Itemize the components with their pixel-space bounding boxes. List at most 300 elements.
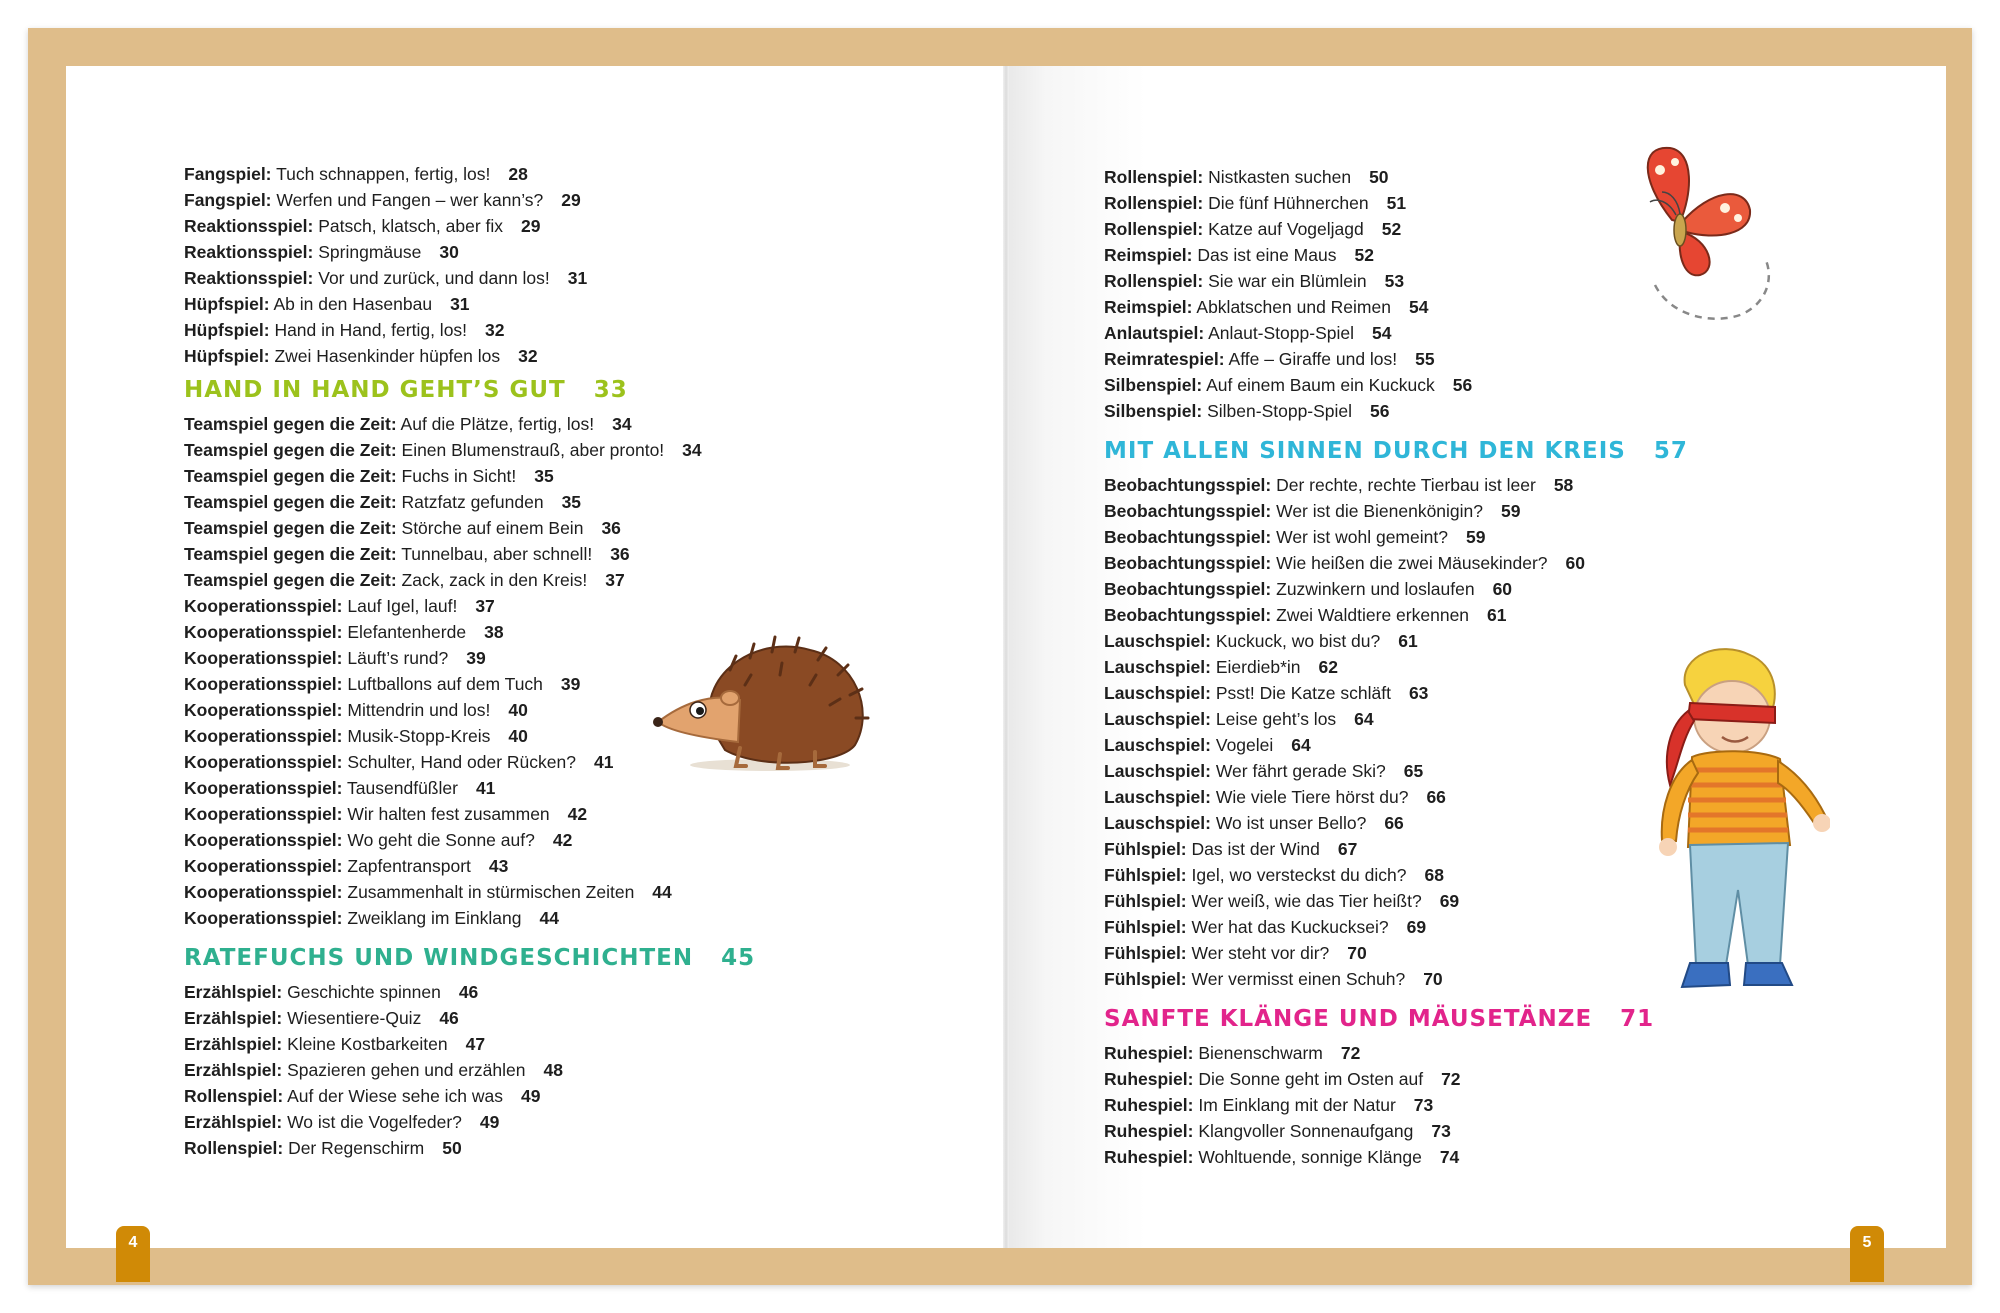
toc-entry — [1104, 1144, 1688, 1170]
toc-entry-title: Abklatschen und Reimen — [1196, 297, 1391, 317]
toc-entry-type: Kooperationsspiel: — [184, 908, 343, 928]
toc-entry-type: Ruhespiel: — [1104, 1121, 1194, 1141]
toc-entry-page: 42 — [567, 804, 588, 824]
toc-entry-title: Wer vermisst einen Schuh? — [1191, 969, 1406, 989]
toc-entry — [1104, 810, 1688, 836]
wing-dot — [1720, 203, 1730, 213]
toc-entry-type: Reimspiel: — [1104, 245, 1193, 265]
toc-entry-title: Eierdieb*in — [1215, 657, 1301, 677]
toc-entry-title: Auf einem Baum ein Kuckuck — [1206, 375, 1435, 395]
toc-entry-type: Reaktionsspiel: — [184, 242, 314, 262]
toc-entry-type: Rollenspiel: — [184, 1138, 284, 1158]
toc-entry-title: Musik-Stopp-Kreis — [347, 726, 491, 746]
toc-entry-title: Elefantenherde — [347, 622, 467, 642]
toc-entry-title: Ab in den Hasenbau — [273, 294, 433, 314]
toc-entry — [1104, 758, 1688, 784]
toc-entry-type: Kooperationsspiel: — [184, 752, 343, 772]
toc-entry-page: 50 — [1369, 167, 1389, 187]
toc-entry-type: Rollenspiel: — [184, 1086, 284, 1106]
toc-entry — [1104, 550, 1688, 576]
toc-list — [1104, 472, 1688, 992]
toc-entry-page: 61 — [1487, 605, 1507, 625]
toc-entry-page: 72 — [1340, 1043, 1361, 1063]
toc-entry-type: Fühlspiel: — [1104, 917, 1187, 937]
toc-entry-page: 29 — [521, 216, 541, 236]
toc-entry-title: Tuch schnappen, fertig, los! — [276, 164, 491, 184]
toc-entry-page: 67 — [1337, 839, 1358, 859]
toc-entry-page: 47 — [465, 1034, 486, 1054]
toc-entry-title: Kleine Kostbarkeiten — [287, 1034, 448, 1054]
toc-entry-type: Rollenspiel: — [1104, 219, 1204, 239]
toc-entry-page: 55 — [1415, 349, 1435, 369]
toc-entry-type: Teamspiel gegen die Zeit: — [184, 492, 397, 512]
toc-entry-title: Zusammenhalt in stürmischen Zeiten — [347, 882, 635, 902]
toc-entry-page: 39 — [466, 648, 486, 668]
toc-entry-type: Reimratespiel: — [1104, 349, 1225, 369]
toc-entry-title: Zweiklang im Einklang — [347, 908, 522, 928]
toc-entry-type: Fühlspiel: — [1104, 891, 1187, 911]
toc-entry-type: Fühlspiel: — [1104, 969, 1187, 989]
toc-entry-title: Zack, zack in den Kreis! — [401, 570, 588, 590]
toc-entry-page: 60 — [1565, 553, 1585, 573]
toc-entry-title: Fuchs in Sicht! — [401, 466, 517, 486]
toc-entry — [184, 1109, 755, 1135]
toc-entry-page: 52 — [1354, 245, 1374, 265]
toc-entry-page: 38 — [484, 622, 504, 642]
toc-entry-type: Anlautspiel: — [1104, 323, 1205, 343]
toc-entry-page: 40 — [508, 700, 528, 720]
child-trousers — [1690, 843, 1788, 965]
toc-entry — [184, 979, 755, 1005]
toc-entry-page: 32 — [518, 346, 538, 366]
toc-entry-title: Auf der Wiese sehe ich was — [287, 1086, 504, 1106]
toc-entry-title: Klangvoller Sonnenaufgang — [1198, 1121, 1414, 1141]
toc-entry-page: 34 — [612, 414, 632, 434]
child-hand-left — [1659, 838, 1677, 856]
toc-entry-page: 74 — [1439, 1147, 1460, 1167]
toc-entry — [1104, 524, 1688, 550]
toc-entry-page: 29 — [561, 190, 581, 210]
toc-entry — [184, 161, 755, 187]
toc-entry-type: Teamspiel gegen die Zeit: — [184, 544, 397, 564]
toc-entry — [184, 905, 755, 931]
toc-entry-type: Reaktionsspiel: — [184, 216, 314, 236]
toc-entry-type: Teamspiel gegen die Zeit: — [184, 466, 397, 486]
toc-entry-title: Psst! Die Katze schläft — [1215, 683, 1391, 703]
toc-entry-page: 35 — [561, 492, 582, 512]
toc-entry-title: Affe – Giraffe und los! — [1228, 349, 1398, 369]
toc-entry-page: 70 — [1347, 943, 1367, 963]
toc-entry — [184, 1031, 755, 1057]
section-heading — [1104, 998, 1688, 1040]
toc-entry-type: Reimspiel: — [1104, 297, 1193, 317]
toc-entry — [1104, 1118, 1688, 1144]
toc-entry-title: Zapfentransport — [347, 856, 471, 876]
toc-entry-type: Beobachtungsspiel: — [1104, 553, 1272, 573]
toc-entry-title: Patsch, klatsch, aber fix — [318, 216, 504, 236]
toc-entry-page: 66 — [1384, 813, 1404, 833]
toc-entry-type: Erzählspiel: — [184, 1112, 283, 1132]
butterfly-body — [1674, 214, 1686, 246]
section-heading-text: MIT ALLEN SINNEN DURCH DEN KREIS — [1104, 438, 1626, 464]
toc-entry — [184, 801, 755, 827]
toc-entry-title: Das ist der Wind — [1191, 839, 1320, 859]
toc-entry-type: Kooperationsspiel: — [184, 700, 343, 720]
wing-dot — [1671, 158, 1679, 166]
toc-entry-title: Luftballons auf dem Tuch — [347, 674, 543, 694]
toc-entry-type: Lauschspiel: — [1104, 761, 1211, 781]
toc-entry-type: Fangspiel: — [184, 190, 272, 210]
toc-entry-title: Wie viele Tiere hörst du? — [1215, 787, 1409, 807]
toc-entry-page: 73 — [1413, 1095, 1434, 1115]
toc-entry-title: Das ist eine Maus — [1197, 245, 1337, 265]
toc-entry-title: Schulter, Hand oder Rücken? — [347, 752, 576, 772]
toc-entry — [1104, 836, 1688, 862]
toc-entry — [1104, 706, 1688, 732]
toc-list — [184, 161, 755, 369]
toc-entry-page: 31 — [450, 294, 470, 314]
child-shoe-left — [1682, 963, 1730, 987]
toc-entry-page: 53 — [1384, 271, 1405, 291]
toc-entry-type: Teamspiel gegen die Zeit: — [184, 518, 397, 538]
page-number: 5 — [1862, 1234, 1872, 1251]
toc-entry-page: 39 — [560, 674, 581, 694]
toc-entry-page: 72 — [1441, 1069, 1461, 1089]
toc-entry-page: 35 — [534, 466, 554, 486]
toc-entry — [1104, 940, 1688, 966]
section-heading — [184, 369, 755, 411]
toc-entry-page: 50 — [442, 1138, 462, 1158]
toc-entry-type: Kooperationsspiel: — [184, 882, 343, 902]
toc-entry — [1104, 1092, 1688, 1118]
toc-entry-type: Lauschspiel: — [1104, 787, 1211, 807]
toc-entry-page: 73 — [1431, 1121, 1451, 1141]
toc-entry-title: Im Einklang mit der Natur — [1198, 1095, 1396, 1115]
toc-entry-page: 48 — [543, 1060, 563, 1080]
toc-entry-type: Hüpfspiel: — [184, 320, 270, 340]
butterfly-illustration — [1600, 140, 1790, 340]
toc-entry-type: Teamspiel gegen die Zeit: — [184, 440, 397, 460]
toc-entry-title: Wiesentiere-Quiz — [287, 1008, 422, 1028]
flight-path — [1655, 258, 1769, 319]
toc-entry — [184, 437, 755, 463]
hedgehog-illustration — [650, 630, 880, 780]
toc-entry-title: Spazieren gehen und erzählen — [287, 1060, 526, 1080]
toc-entry-page: 44 — [652, 882, 672, 902]
toc-entry-title: Vogelei — [1215, 735, 1274, 755]
toc-entry-title: Hand in Hand, fertig, los! — [274, 320, 468, 340]
toc-entry-type: Erzählspiel: — [184, 1034, 283, 1054]
toc-entry-type: Reaktionsspiel: — [184, 268, 314, 288]
hedgehog-nose — [653, 717, 663, 727]
toc-entry — [184, 853, 755, 879]
toc-entry-title: Kuckuck, wo bist du? — [1215, 631, 1381, 651]
toc-entry-type: Lauschspiel: — [1104, 709, 1211, 729]
toc-entry-title: Mittendrin und los! — [347, 700, 491, 720]
toc-entry-page: 62 — [1318, 657, 1338, 677]
toc-entry-title: Die Sonne geht im Osten auf — [1198, 1069, 1424, 1089]
toc-entry-type: Beobachtungsspiel: — [1104, 579, 1272, 599]
wing-dot — [1734, 214, 1742, 222]
toc-entry-title: Wo geht die Sonne auf? — [347, 830, 535, 850]
section-heading-page: 33 — [593, 377, 628, 403]
toc-entry-title: Lauf Igel, lauf! — [347, 596, 458, 616]
toc-entry-page: 41 — [594, 752, 614, 772]
toc-entry-page: 64 — [1354, 709, 1374, 729]
toc-entry-page: 69 — [1406, 917, 1427, 937]
blindfolded-child-illustration — [1630, 645, 1830, 1005]
toc-entry-title: Sie war ein Blümlein — [1208, 271, 1367, 291]
toc-entry-page: 46 — [439, 1008, 459, 1028]
toc-entry-page: 37 — [605, 570, 625, 590]
toc-entry-type: Beobachtungsspiel: — [1104, 527, 1272, 547]
toc-entry — [1104, 1040, 1688, 1066]
toc-entry — [184, 317, 755, 343]
toc-entry-type: Beobachtungsspiel: — [1104, 501, 1272, 521]
page-number-tab-right — [1850, 1226, 1884, 1282]
toc-entry — [1104, 1066, 1688, 1092]
toc-entry-title: Silben-Stopp-Spiel — [1207, 401, 1353, 421]
toc-entry-page: 32 — [485, 320, 505, 340]
toc-entry-title: Der Regenschirm — [288, 1138, 425, 1158]
toc-entry-title: Ratzfatz gefunden — [401, 492, 544, 512]
toc-entry-title: Nistkasten suchen — [1208, 167, 1352, 187]
toc-entry-title: Zwei Hasenkinder hüpfen los — [274, 346, 501, 366]
toc-entry-page: 56 — [1370, 401, 1390, 421]
toc-entry-title: Werfen und Fangen – wer kann’s? — [276, 190, 544, 210]
toc-entry-page: 49 — [479, 1112, 500, 1132]
toc-entry — [184, 1057, 755, 1083]
section-heading-text: SANFTE KLÄNGE UND MÄUSETÄNZE — [1104, 1006, 1593, 1032]
toc-entry-title: Die fünf Hühnerchen — [1208, 193, 1369, 213]
toc-entry-type: Lauschspiel: — [1104, 735, 1211, 755]
toc-list — [1104, 1040, 1688, 1170]
toc-entry — [1104, 628, 1688, 654]
toc-entry — [184, 1005, 755, 1031]
toc-entry — [184, 213, 755, 239]
toc-entry-title: Wo ist unser Bello? — [1215, 813, 1367, 833]
toc-entry-title: Wer ist die Bienenkönigin? — [1276, 501, 1484, 521]
toc-entry-page: 30 — [439, 242, 459, 262]
toc-entry — [184, 265, 755, 291]
hedgehog-ear — [721, 691, 739, 705]
toc-entry — [184, 187, 755, 213]
toc-entry-title: Einen Blumenstrauß, aber pronto! — [401, 440, 665, 460]
section-heading-page: 57 — [1653, 438, 1688, 464]
toc-entry-page: 46 — [458, 982, 479, 1002]
toc-entry-type: Ruhespiel: — [1104, 1069, 1194, 1089]
toc-entry-title: Wer ist wohl gemeint? — [1276, 527, 1448, 547]
toc-entry-page: 54 — [1408, 297, 1429, 317]
toc-list — [184, 979, 755, 1161]
toc-entry-title: Läuft’s rund? — [347, 648, 449, 668]
toc-entry — [1104, 732, 1688, 758]
section-heading — [184, 937, 755, 979]
toc-entry-type: Lauschspiel: — [1104, 813, 1211, 833]
toc-entry-title: Leise geht’s los — [1215, 709, 1337, 729]
toc-entry-title: Vor und zurück, und dann los! — [318, 268, 550, 288]
toc-entry-page: 42 — [552, 830, 573, 850]
toc-entry-title: Tunnelbau, aber schnell! — [401, 544, 593, 564]
toc-entry-type: Fühlspiel: — [1104, 943, 1187, 963]
section-heading-text: RATEFUCHS UND WINDGESCHICHTEN — [184, 945, 694, 971]
toc-entry-title: Wer steht vor dir? — [1191, 943, 1330, 963]
toc-entry-type: Kooperationsspiel: — [184, 596, 343, 616]
toc-entry-type: Kooperationsspiel: — [184, 648, 343, 668]
toc-entry-page: 59 — [1501, 501, 1521, 521]
toc-entry-type: Hüpfspiel: — [184, 294, 270, 314]
toc-entry-type: Fangspiel: — [184, 164, 272, 184]
toc-entry-type: Rollenspiel: — [1104, 193, 1204, 213]
toc-entry-page: 36 — [610, 544, 630, 564]
toc-entry-page: 58 — [1553, 475, 1574, 495]
toc-entry — [184, 879, 755, 905]
toc-entry-type: Fühlspiel: — [1104, 865, 1187, 885]
page-number: 4 — [128, 1234, 138, 1251]
toc-entry-title: Wohltuende, sonnige Klänge — [1198, 1147, 1422, 1167]
child-shoe-right — [1744, 963, 1792, 985]
toc-entry-type: Kooperationsspiel: — [184, 856, 343, 876]
toc-entry-type: Teamspiel gegen die Zeit: — [184, 414, 397, 434]
toc-entry-page: 70 — [1423, 969, 1443, 989]
toc-entry-type: Kooperationsspiel: — [184, 622, 343, 642]
toc-entry-page: 56 — [1452, 375, 1473, 395]
toc-entry-title: Geschichte spinnen — [287, 982, 441, 1002]
toc-entry-title: Bienenschwarm — [1198, 1043, 1323, 1063]
toc-entry-page: 34 — [682, 440, 702, 460]
toc-entry-type: Lauschspiel: — [1104, 657, 1211, 677]
toc-entry-page: 51 — [1386, 193, 1407, 213]
toc-entry — [184, 1083, 755, 1109]
toc-entry-type: Kooperationsspiel: — [184, 726, 343, 746]
toc-entry-page: 52 — [1381, 219, 1402, 239]
toc-entry — [1104, 966, 1688, 992]
toc-entry-type: Kooperationsspiel: — [184, 778, 343, 798]
toc-entry-title: Zuzwinkern und loslaufen — [1276, 579, 1475, 599]
toc-entry-title: Wer weiß, wie das Tier heißt? — [1191, 891, 1422, 911]
toc-entry-page: 60 — [1492, 579, 1513, 599]
toc-entry-page: 41 — [475, 778, 496, 798]
toc-entry-page: 44 — [539, 908, 559, 928]
toc-entry-page: 49 — [521, 1086, 541, 1106]
toc-entry-title: Wo ist die Vogelfeder? — [287, 1112, 462, 1132]
toc-entry-type: Kooperationsspiel: — [184, 674, 343, 694]
toc-entry-title: Der rechte, rechte Tierbau ist leer — [1276, 475, 1536, 495]
toc-entry-type: Erzählspiel: — [184, 982, 283, 1002]
toc-entry — [1104, 654, 1688, 680]
toc-entry-title: Wir halten fest zusammen — [347, 804, 550, 824]
book-gutter — [1003, 66, 1009, 1248]
toc-entry-title: Störche auf einem Bein — [401, 518, 584, 538]
toc-entry — [1104, 862, 1688, 888]
hedgehog-pupil — [696, 707, 704, 715]
toc-entry-page: 63 — [1408, 683, 1429, 703]
toc-entry-page: 64 — [1291, 735, 1311, 755]
toc-entry-page: 28 — [508, 164, 528, 184]
toc-entry-type: Erzählspiel: — [184, 1060, 283, 1080]
butterfly-wing-upper-left — [1648, 148, 1689, 222]
toc-entry — [1104, 398, 1688, 424]
toc-entry-title: Wer fährt gerade Ski? — [1215, 761, 1386, 781]
toc-entry-title: Wer hat das Kuckucksei? — [1191, 917, 1389, 937]
toc-entry — [1104, 680, 1688, 706]
toc-entry — [1104, 888, 1688, 914]
toc-entry — [184, 567, 755, 593]
toc-entry-type: Rollenspiel: — [1104, 271, 1204, 291]
toc-entry — [1104, 914, 1688, 940]
toc-entry-title: Katze auf Vogeljagd — [1208, 219, 1364, 239]
toc-entry-page: 31 — [567, 268, 588, 288]
toc-entry-page: 36 — [601, 518, 621, 538]
toc-entry-title: Auf die Plätze, fertig, los! — [400, 414, 595, 434]
toc-entry — [184, 515, 755, 541]
toc-entry-type: Hüpfspiel: — [184, 346, 270, 366]
toc-entry — [184, 1135, 755, 1161]
toc-entry-type: Ruhespiel: — [1104, 1095, 1194, 1115]
toc-entry-page: 61 — [1398, 631, 1418, 651]
toc-entry-page: 66 — [1426, 787, 1446, 807]
toc-entry — [184, 827, 755, 853]
toc-entry-page: 40 — [508, 726, 528, 746]
toc-entry-type: Kooperationsspiel: — [184, 830, 343, 850]
toc-entry — [1104, 602, 1688, 628]
toc-entry — [1104, 498, 1688, 524]
toc-entry-type: Silbenspiel: — [1104, 375, 1203, 395]
toc-entry — [1104, 576, 1688, 602]
toc-entry-type: Ruhespiel: — [1104, 1147, 1194, 1167]
toc-entry — [184, 463, 755, 489]
child-blindfold — [1688, 703, 1775, 723]
toc-entry-type: Beobachtungsspiel: — [1104, 605, 1272, 625]
toc-entry-type: Fühlspiel: — [1104, 839, 1187, 859]
section-heading-page: 71 — [1620, 1006, 1655, 1032]
toc-entry-title: Igel, wo versteckst du dich? — [1191, 865, 1407, 885]
section-heading-text: HAND IN HAND GEHT’S GUT — [184, 377, 566, 403]
toc-entry-type: Kooperationsspiel: — [184, 804, 343, 824]
toc-entry — [184, 541, 755, 567]
toc-entry-page: 69 — [1439, 891, 1460, 911]
toc-entry-title: Springmäuse — [318, 242, 422, 262]
toc-entry-title: Zwei Waldtiere erkennen — [1276, 605, 1470, 625]
toc-entry-type: Rollenspiel: — [1104, 167, 1204, 187]
toc-entry — [184, 593, 755, 619]
toc-entry — [1104, 372, 1688, 398]
toc-entry — [1104, 346, 1688, 372]
toc-entry-page: 59 — [1465, 527, 1486, 547]
toc-entry — [184, 291, 755, 317]
toc-entry — [184, 411, 755, 437]
toc-entry — [184, 489, 755, 515]
section-heading-page: 45 — [721, 945, 756, 971]
toc-entry-title: Wie heißen die zwei Mäusekinder? — [1276, 553, 1548, 573]
toc-entry-type: Lauschspiel: — [1104, 631, 1211, 651]
toc-entry-type: Ruhespiel: — [1104, 1043, 1194, 1063]
page-number-tab-left — [116, 1226, 150, 1282]
toc-entry-type: Beobachtungsspiel: — [1104, 475, 1272, 495]
toc-entry-page: 43 — [488, 856, 509, 876]
toc-entry-title: Anlaut-Stopp-Spiel — [1208, 323, 1354, 343]
toc-entry-page: 65 — [1403, 761, 1424, 781]
toc-entry — [184, 239, 755, 265]
wing-dot — [1655, 165, 1665, 175]
toc-entry — [1104, 784, 1688, 810]
toc-entry-title: Tausendfüßler — [347, 778, 458, 798]
toc-entry-page: 37 — [475, 596, 495, 616]
section-heading — [1104, 430, 1688, 472]
toc-entry-type: Teamspiel gegen die Zeit: — [184, 570, 397, 590]
toc-entry-type: Lauschspiel: — [1104, 683, 1211, 703]
toc-entry — [1104, 472, 1688, 498]
